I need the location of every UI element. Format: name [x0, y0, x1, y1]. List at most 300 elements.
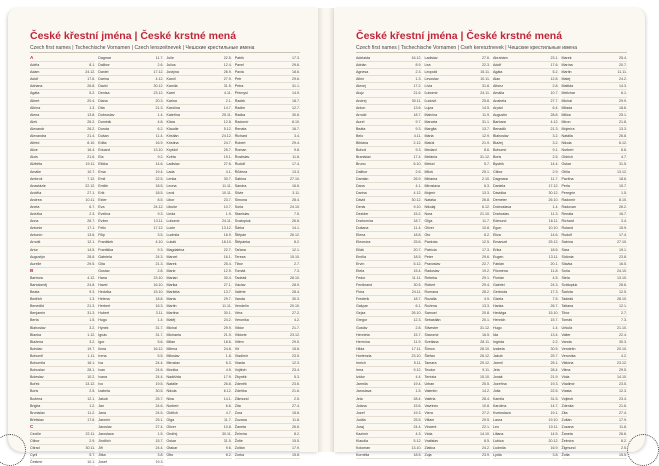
name-row [98, 261, 163, 268]
name-row [356, 140, 422, 147]
name-row [493, 403, 559, 410]
name-day-date: 23.12. [153, 91, 164, 96]
name-day-date: 16.9. [223, 233, 232, 238]
name-row [30, 296, 95, 303]
name-row [356, 388, 422, 395]
first-name: Bronislav [30, 410, 45, 415]
name-day-date: 5.3. [294, 375, 300, 380]
name-row [356, 154, 422, 161]
first-name: Stanislav [234, 212, 250, 217]
name-day-date: 11.7. [224, 417, 232, 422]
name-day-date: 4.11. [224, 91, 232, 96]
first-name: Taťána [234, 247, 246, 252]
first-name: Sebastián [424, 318, 441, 323]
first-name: Bohumil [30, 353, 43, 358]
first-name: Miloslav [166, 353, 180, 358]
first-name: Aleš [30, 119, 37, 124]
name-day-date: 13.6. [413, 105, 422, 110]
first-name: Izabela [98, 389, 110, 394]
name-row [356, 247, 422, 254]
name-day-date: 24.11. [411, 290, 422, 295]
name-day-date: 13.8. [87, 112, 96, 117]
name-row [493, 282, 559, 289]
first-name: Laura [493, 417, 503, 422]
name-row [356, 76, 422, 83]
first-name: Norbert [561, 148, 574, 153]
name-day-date: 25.11. [222, 112, 232, 117]
name-row [493, 438, 559, 445]
name-row [167, 183, 232, 190]
name-row [493, 410, 559, 417]
name-day-date: 28.4. [482, 396, 490, 401]
name-day-date: 27.1. [223, 283, 232, 287]
first-name: Karel [166, 91, 175, 96]
first-name: Slavomír [424, 332, 439, 337]
name-day-date: 5.12. [223, 126, 232, 131]
name-day-date: 31.5. [619, 162, 627, 167]
first-name: Vojtech [561, 396, 574, 401]
first-name: Stela [561, 275, 570, 280]
name-day-date: 13.10. [153, 148, 164, 153]
name-day-date: 27.9. [223, 77, 232, 82]
name-day-date: 8.9. [415, 63, 422, 68]
name-row [562, 424, 628, 431]
name-day-date: 16.12. [153, 346, 164, 351]
name-day-date: 1.5. [89, 318, 96, 323]
first-name: Zoja [424, 453, 432, 458]
name-day-date: 8.2. [294, 431, 300, 436]
name-day-date: 21.6. [87, 155, 96, 160]
first-name: Adam [30, 70, 40, 75]
first-name: Žofia [561, 453, 570, 458]
name-day-date: 29.5. [87, 261, 96, 266]
name-row [562, 353, 628, 360]
name-row [30, 403, 95, 410]
name-day-date: 12.1. [619, 304, 627, 309]
name-day-date: 27.10. [290, 176, 300, 181]
name-day-date: 24.11. [480, 91, 490, 96]
name-row [493, 204, 559, 211]
name-day-date: 21.3. [155, 105, 164, 110]
name-row [98, 225, 163, 232]
name-row [425, 183, 491, 190]
first-name: Branislav [356, 155, 371, 160]
name-row [493, 62, 559, 69]
first-name: Alois [30, 155, 38, 160]
name-day-date: 20.10. [617, 346, 627, 351]
first-name: Zuzana [234, 417, 247, 422]
name-day-date: 13.6. [87, 233, 96, 238]
first-name: Darina [98, 77, 109, 82]
name-row [235, 105, 300, 112]
name-row [30, 204, 95, 211]
first-name: Damián [356, 176, 369, 181]
first-name: Peter [424, 254, 434, 259]
name-row [30, 147, 95, 154]
first-name: Alena [30, 112, 40, 117]
first-name: Silvie [234, 190, 244, 195]
name-row [167, 83, 232, 90]
name-row [30, 367, 95, 374]
name-day-date: 19.1. [223, 155, 232, 160]
name-day-date: 17.4. [413, 155, 422, 160]
name-column [30, 55, 96, 465]
name-row [356, 445, 422, 452]
name-row [425, 303, 491, 310]
first-name: Kornélia [356, 453, 370, 458]
first-name: Klaudie [166, 126, 179, 131]
name-row [425, 396, 491, 403]
first-name: Oľga [424, 219, 433, 224]
name-day-date: 1.9. [225, 212, 232, 217]
name-day-date: 22.5. [223, 56, 232, 60]
name-day-date: 2.9. [552, 169, 559, 174]
name-day-date: 8.5. [157, 197, 164, 202]
first-name: Lea [424, 63, 431, 68]
first-name: Andrej [356, 98, 367, 103]
name-row [356, 396, 422, 403]
name-row [167, 424, 232, 431]
first-name: Ivo [98, 382, 104, 387]
name-row [493, 381, 559, 388]
first-name: Vladimír [234, 353, 248, 358]
first-name: Rozália [424, 297, 437, 302]
first-name: Gejza [356, 311, 366, 316]
name-day-date: 24.10. [617, 268, 627, 273]
name-day-date: 25.12. [548, 240, 559, 245]
name-day-date: 22.12. [85, 183, 96, 188]
name-day-date: 9.8. [294, 148, 300, 153]
name-day-date: 19.3. [155, 460, 164, 465]
name-day-date: 12.1. [87, 240, 96, 245]
name-day-date: 4.3. [415, 431, 422, 436]
first-name: Žofie [234, 439, 243, 444]
name-row [235, 346, 300, 353]
first-name: Šimon [424, 346, 435, 351]
name-day-date: 23.12. [290, 332, 300, 337]
name-row [356, 211, 422, 218]
name-row [356, 183, 422, 190]
name-row [235, 268, 300, 275]
first-name: Pavla [234, 70, 244, 75]
first-name: Erik [98, 190, 105, 195]
name-row [167, 261, 232, 268]
name-day-date: 25.5. [482, 382, 490, 387]
name-row [30, 459, 95, 466]
name-day-date: 14.10. [617, 375, 627, 380]
name-day-date: 2.10. [482, 176, 490, 181]
name-row [562, 325, 628, 332]
name-row [235, 218, 300, 225]
name-day-date: 10.7. [550, 91, 559, 96]
name-day-date: 2.2. [552, 339, 559, 344]
first-name: Egon [493, 226, 502, 231]
name-day-date: 24.2. [619, 77, 627, 82]
first-name: Levoslav [424, 77, 439, 82]
name-day-date: 24.11. [222, 219, 232, 224]
name-row [493, 452, 559, 459]
name-day-date: 17.6. [87, 77, 96, 82]
name-day-date: 5.7. [484, 162, 490, 167]
name-day-date: 9.3. [89, 290, 96, 295]
first-name: Monika [166, 368, 179, 373]
first-name: Blahoslav [30, 325, 46, 330]
first-name: Ľudmila [493, 446, 506, 451]
name-day-date: 28.9. [292, 283, 300, 287]
name-day-date: 11.11. [617, 70, 627, 75]
name-row [493, 367, 559, 374]
name-day-date: 14.7. [550, 403, 559, 408]
first-name: Blažej [493, 141, 503, 146]
name-day-date: 17.3. [550, 290, 559, 295]
name-row [167, 353, 232, 360]
name-day-date: 25.8. [482, 98, 490, 103]
name-row [30, 417, 95, 424]
name-day-date: 30.5. [155, 389, 164, 394]
name-row [98, 317, 163, 324]
first-name: Zdenka [561, 403, 574, 408]
name-row [425, 325, 491, 332]
name-row [98, 438, 163, 445]
first-name: Zikmund [234, 396, 249, 401]
name-row [98, 83, 163, 90]
name-day-date: 15.2. [413, 212, 422, 217]
name-day-date: 28.10. [617, 297, 627, 302]
name-row [493, 317, 559, 324]
name-row [425, 296, 491, 303]
name-row [493, 239, 559, 246]
name-day-date: 3.2. [89, 325, 96, 330]
first-name: Bořek [30, 382, 40, 387]
name-day-date: 30.7. [223, 176, 232, 181]
first-name: Dagmara [493, 176, 508, 181]
name-column [561, 55, 628, 458]
name-row [30, 225, 95, 232]
name-day-date: 13.3. [292, 169, 300, 174]
name-row [235, 431, 300, 438]
name-row [30, 69, 95, 76]
name-day-date: 1.5. [415, 389, 422, 394]
first-name: Naděžda [166, 375, 181, 380]
name-row [493, 261, 559, 268]
name-day-date: 25.4. [223, 261, 232, 266]
first-name: Tereza [234, 254, 246, 259]
first-name: Alfréd [30, 141, 40, 146]
name-row [30, 239, 95, 246]
first-name: Jan [98, 403, 105, 408]
first-name: Jaroslava [98, 431, 114, 436]
first-name: Emil [98, 176, 106, 181]
first-name: Tibor [561, 311, 570, 316]
name-row [425, 83, 491, 90]
name-day-date: 23.10. [153, 275, 164, 280]
name-row [562, 360, 628, 367]
name-row [98, 417, 163, 424]
first-name: Viktória [561, 361, 574, 366]
name-day-date: 5.6. [157, 339, 164, 344]
name-day-date: 29.1. [482, 275, 490, 280]
first-name: Lenka [166, 176, 177, 181]
name-row [98, 445, 163, 452]
name-column [166, 55, 232, 458]
name-row [493, 247, 559, 254]
name-row [493, 119, 559, 126]
name-row [98, 55, 163, 62]
name-day-date: 10.10. [548, 226, 559, 231]
name-day-date: 3.4. [621, 219, 627, 224]
name-column [424, 55, 491, 458]
name-day-date: 9.11. [482, 368, 490, 373]
first-name: Svatopluk [234, 219, 251, 224]
name-row [98, 431, 163, 438]
name-row [356, 147, 422, 154]
first-name: Zora [234, 410, 243, 415]
name-row [167, 169, 232, 176]
first-name: Ingrida [493, 339, 504, 344]
name-day-date: 26.2. [87, 126, 96, 131]
name-row [235, 76, 300, 83]
first-name: Sandra [234, 183, 247, 188]
first-name: Hedvika [98, 290, 112, 295]
name-row [235, 140, 300, 147]
name-day-date: 10.8. [482, 226, 490, 231]
name-row [425, 119, 491, 126]
name-day-date: 13.4. [550, 332, 559, 337]
name-row [30, 396, 95, 403]
name-row [98, 310, 163, 317]
first-name: Gizela [493, 297, 504, 302]
first-name: Vilma [561, 368, 571, 373]
section-letter: C [30, 424, 95, 431]
name-day-date: 15.6. [413, 403, 422, 408]
first-name: Arnošt [30, 240, 41, 245]
name-day-date: 11.7. [550, 176, 559, 181]
name-row [30, 317, 95, 324]
name-row [356, 268, 422, 275]
first-name: Otília [561, 169, 570, 174]
name-row [425, 197, 491, 204]
first-name: Fedor [356, 275, 366, 280]
name-row [562, 218, 628, 225]
first-name: Benjamín [30, 311, 46, 316]
name-day-date: 15.5. [292, 439, 300, 444]
name-row [493, 133, 559, 140]
first-name: Darina [356, 190, 367, 195]
name-day-date: 25.7. [223, 148, 232, 153]
name-column [356, 55, 422, 458]
name-row [235, 396, 300, 403]
first-name: Ladislav [424, 56, 438, 60]
name-day-date: 24.12. [85, 70, 96, 75]
first-name: Samuel [424, 311, 437, 316]
first-name: Izabela [493, 346, 505, 351]
first-name: Filoména [493, 268, 508, 273]
name-row [167, 310, 232, 317]
name-row [356, 289, 422, 296]
first-name: Agnesa [356, 70, 369, 75]
first-name: Vanda [561, 339, 572, 344]
name-row [30, 339, 95, 346]
name-day-date: 10.7. [223, 204, 232, 209]
name-row [562, 445, 628, 452]
first-name: Sabina [234, 176, 246, 181]
name-row [356, 374, 422, 381]
first-name: Jaroslava [356, 389, 372, 394]
first-name: Jitka [98, 453, 106, 458]
first-name: Arpád [493, 105, 503, 110]
name-row [493, 154, 559, 161]
first-name: Melánia [424, 155, 438, 160]
name-row [356, 83, 422, 90]
first-name: Zita [234, 403, 241, 408]
name-row [425, 62, 491, 69]
name-row [30, 105, 95, 112]
name-day-date: 23.6. [292, 382, 300, 387]
name-row [562, 367, 628, 374]
name-day-date: 31.12. [480, 325, 490, 330]
first-name: Břetislav [30, 417, 44, 422]
first-name: Nina [166, 396, 174, 401]
name-day-date: 12.1. [87, 396, 96, 401]
name-row [167, 225, 232, 232]
name-day-date: 17.11. [411, 346, 422, 351]
first-name: Zdeňka [234, 389, 247, 394]
first-name: Tomáš [561, 318, 573, 323]
name-day-date: 14.4. [550, 162, 559, 167]
name-row [98, 303, 163, 310]
name-column [493, 55, 559, 458]
name-row [425, 147, 491, 154]
first-name: Ignác [98, 332, 108, 337]
first-name: Bohumila [30, 361, 45, 366]
first-name: Marína [561, 63, 573, 68]
first-name: Ela [98, 155, 104, 160]
name-day-date: 12.5. [619, 290, 627, 295]
first-name: Bartoloměj [30, 283, 48, 287]
first-name: Andrea [30, 197, 42, 202]
first-name: Terézia [424, 375, 437, 380]
name-row [562, 374, 628, 381]
first-name: Rebeka [424, 275, 437, 280]
first-name: Žaneta [234, 424, 246, 429]
name-day-date: 1.4. [157, 318, 164, 323]
name-row [562, 126, 628, 133]
name-row [235, 445, 300, 452]
name-day-date: 26.8. [87, 84, 96, 89]
name-day-date: 8.1. [89, 63, 96, 68]
first-name: Ambrož [30, 176, 43, 181]
name-day-date: 10.1. [87, 460, 96, 465]
name-row [356, 431, 422, 438]
name-day-date: 6.1. [621, 91, 627, 96]
first-name: Hana [98, 275, 107, 280]
name-day-date: 2.1. [225, 98, 232, 103]
name-day-date: 21.9. [550, 375, 559, 380]
name-day-date: 13.7. [482, 126, 490, 131]
first-name: Jana [98, 410, 107, 415]
name-day-date: 31.1. [482, 119, 490, 124]
name-day-date: 16.12. [411, 56, 422, 60]
name-row [493, 275, 559, 282]
name-day-date: 20.10. [290, 304, 300, 309]
name-row [356, 367, 422, 374]
name-row [425, 268, 491, 275]
name-row [235, 360, 300, 367]
name-day-date: 21.6. [413, 91, 422, 96]
first-name: Diana [98, 98, 108, 103]
name-day-date: 15.10. [153, 290, 164, 295]
name-day-date: 21.3. [550, 126, 559, 131]
